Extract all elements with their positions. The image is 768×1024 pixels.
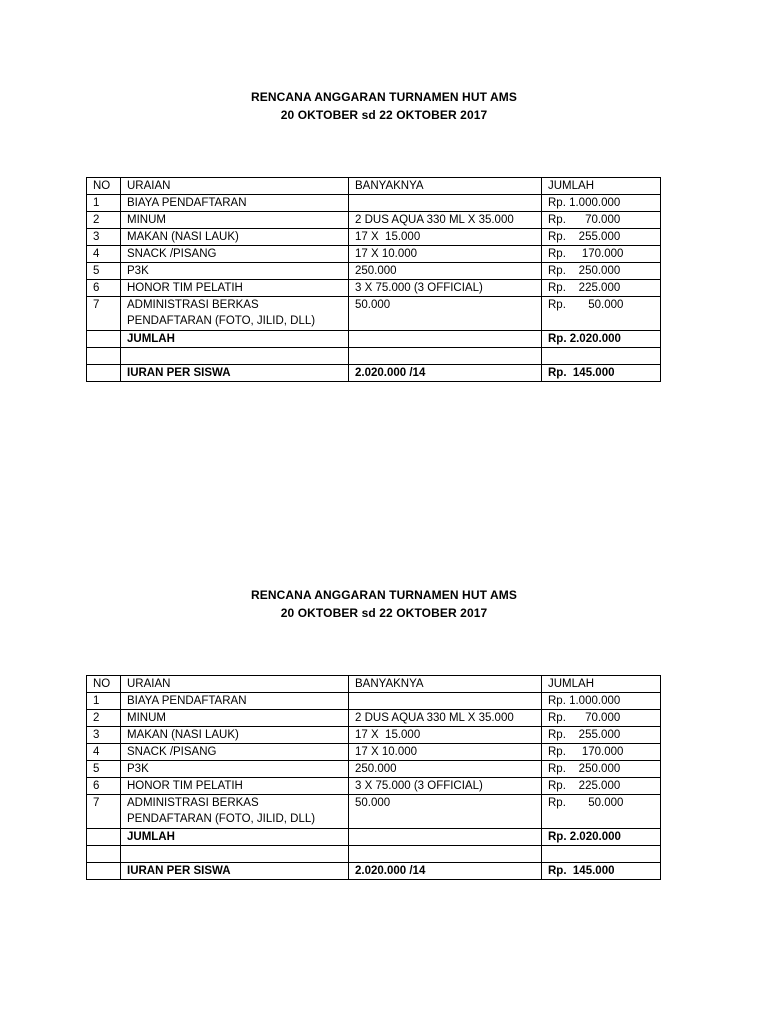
row-no: 5 [87, 263, 121, 280]
budget-table [86, 177, 661, 382]
row-no: 1 [87, 693, 121, 710]
row-no: 2 [87, 710, 121, 727]
row-jumlah: Rp. 50.000 [542, 795, 661, 829]
row-jumlah: Rp. 250.000 [542, 761, 661, 778]
header-uraian: URAIAN [121, 676, 349, 693]
empty-cell [349, 331, 542, 348]
row-banyaknya: 2 DUS AQUA 330 ML X 35.000 [349, 710, 542, 727]
budget-table [86, 675, 661, 880]
row-no: 3 [87, 727, 121, 744]
row-no: 4 [87, 744, 121, 761]
table-header-row [87, 676, 661, 693]
row-no: 2 [87, 212, 121, 229]
row-no: 6 [87, 778, 121, 795]
header-jumlah: JUMLAH [542, 178, 661, 195]
row-no: 1 [87, 195, 121, 212]
row-jumlah: Rp. 255.000 [542, 727, 661, 744]
row-jumlah: Rp. 50.000 [542, 297, 661, 331]
row-banyaknya [349, 195, 542, 212]
row-jumlah: Rp. 255.000 [542, 229, 661, 246]
table-row [87, 297, 661, 331]
row-jumlah: Rp. 225.000 [542, 778, 661, 795]
row-uraian: BIAYA PENDAFTARAN [121, 693, 349, 710]
empty-cell [349, 846, 542, 863]
row-banyaknya: 50.000 [349, 297, 542, 331]
table-row [87, 795, 661, 829]
row-banyaknya: 17 X 10.000 [349, 246, 542, 263]
document-subtitle: 20 OKTOBER sd 22 OKTOBER 2017 [280, 606, 488, 620]
row-jumlah: Rp. 1.000.000 [542, 693, 661, 710]
row-uraian: MINUM [121, 212, 349, 229]
row-banyaknya: 17 X 10.000 [349, 744, 542, 761]
row-jumlah: Rp. 170.000 [542, 246, 661, 263]
row-jumlah: Rp. 70.000 [542, 710, 661, 727]
empty-row [87, 348, 661, 365]
table-row [87, 246, 661, 263]
row-jumlah: Rp. 250.000 [542, 263, 661, 280]
total-row [87, 829, 661, 846]
per-student-value: Rp. 145.000 [542, 365, 661, 382]
row-no: 6 [87, 280, 121, 297]
row-uraian: HONOR TIM PELATIH [121, 280, 349, 297]
empty-cell [349, 348, 542, 365]
row-uraian: SNACK /PISANG [121, 744, 349, 761]
header-banyaknya: BANYAKNYA [349, 676, 542, 693]
table-row [87, 727, 661, 744]
budget-document-2 [0, 586, 768, 877]
empty-cell [87, 863, 121, 880]
empty-cell [87, 348, 121, 365]
header-no: NO [87, 178, 121, 195]
empty-row [87, 846, 661, 863]
document-title: RENCANA ANGGARAN TURNAMEN HUT AMS [251, 90, 517, 104]
row-uraian: P3K [121, 761, 349, 778]
total-value: Rp. 2.020.000 [542, 829, 661, 846]
row-jumlah: Rp. 170.000 [542, 744, 661, 761]
row-banyaknya [349, 693, 542, 710]
total-label: JUMLAH [121, 331, 349, 348]
row-uraian: HONOR TIM PELATIH [121, 778, 349, 795]
table-row [87, 778, 661, 795]
row-no: 7 [87, 795, 121, 829]
row-jumlah: Rp. 225.000 [542, 280, 661, 297]
table-row [87, 280, 661, 297]
total-row [87, 331, 661, 348]
row-uraian: MAKAN (NASI LAUK) [121, 727, 349, 744]
table-row [87, 263, 661, 280]
header-banyaknya: BANYAKNYA [349, 178, 542, 195]
table-header-row [87, 178, 661, 195]
row-uraian: MAKAN (NASI LAUK) [121, 229, 349, 246]
total-value: Rp. 2.020.000 [542, 331, 661, 348]
table-row [87, 710, 661, 727]
table-row [87, 761, 661, 778]
row-banyaknya: 50.000 [349, 795, 542, 829]
total-label: JUMLAH [121, 829, 349, 846]
table-row [87, 212, 661, 229]
row-uraian: ADMINISTRASI BERKAS PENDAFTARAN (FOTO, JILID, DLL) [121, 795, 349, 829]
budget-document-1 [0, 88, 768, 379]
row-uraian: SNACK /PISANG [121, 246, 349, 263]
row-no: 5 [87, 761, 121, 778]
row-banyaknya: 2 DUS AQUA 330 ML X 35.000 [349, 212, 542, 229]
row-uraian: MINUM [121, 710, 349, 727]
per-student-row [87, 863, 661, 880]
empty-cell [542, 348, 661, 365]
header-no: NO [87, 676, 121, 693]
row-jumlah: Rp. 70.000 [542, 212, 661, 229]
row-no: 7 [87, 297, 121, 331]
empty-cell [349, 829, 542, 846]
row-banyaknya: 3 X 75.000 (3 OFFICIAL) [349, 778, 542, 795]
empty-cell [542, 846, 661, 863]
row-banyaknya: 250.000 [349, 761, 542, 778]
row-no: 4 [87, 246, 121, 263]
row-banyaknya: 17 X 15.000 [349, 727, 542, 744]
row-uraian: ADMINISTRASI BERKAS PENDAFTARAN (FOTO, JILID, DLL) [121, 297, 349, 331]
per-student-label: IURAN PER SISWA [121, 365, 349, 382]
empty-cell [121, 846, 349, 863]
row-banyaknya: 250.000 [349, 263, 542, 280]
row-banyaknya: 17 X 15.000 [349, 229, 542, 246]
empty-cell [121, 348, 349, 365]
header-uraian: URAIAN [121, 178, 349, 195]
empty-cell [87, 846, 121, 863]
row-jumlah: Rp. 1.000.000 [542, 195, 661, 212]
per-student-label: IURAN PER SISWA [121, 863, 349, 880]
row-no: 3 [87, 229, 121, 246]
empty-cell [87, 829, 121, 846]
per-student-formula: 2.020.000 /14 [349, 863, 542, 880]
document-title: RENCANA ANGGARAN TURNAMEN HUT AMS [251, 588, 517, 602]
table-row [87, 693, 661, 710]
row-uraian: P3K [121, 263, 349, 280]
table-row [87, 229, 661, 246]
row-banyaknya: 3 X 75.000 (3 OFFICIAL) [349, 280, 542, 297]
per-student-value: Rp. 145.000 [542, 863, 661, 880]
per-student-formula: 2.020.000 /14 [349, 365, 542, 382]
document-subtitle: 20 OKTOBER sd 22 OKTOBER 2017 [280, 108, 488, 122]
per-student-row [87, 365, 661, 382]
empty-cell [87, 331, 121, 348]
table-row [87, 744, 661, 761]
header-jumlah: JUMLAH [542, 676, 661, 693]
row-uraian: BIAYA PENDAFTARAN [121, 195, 349, 212]
empty-cell [87, 365, 121, 382]
table-row [87, 195, 661, 212]
